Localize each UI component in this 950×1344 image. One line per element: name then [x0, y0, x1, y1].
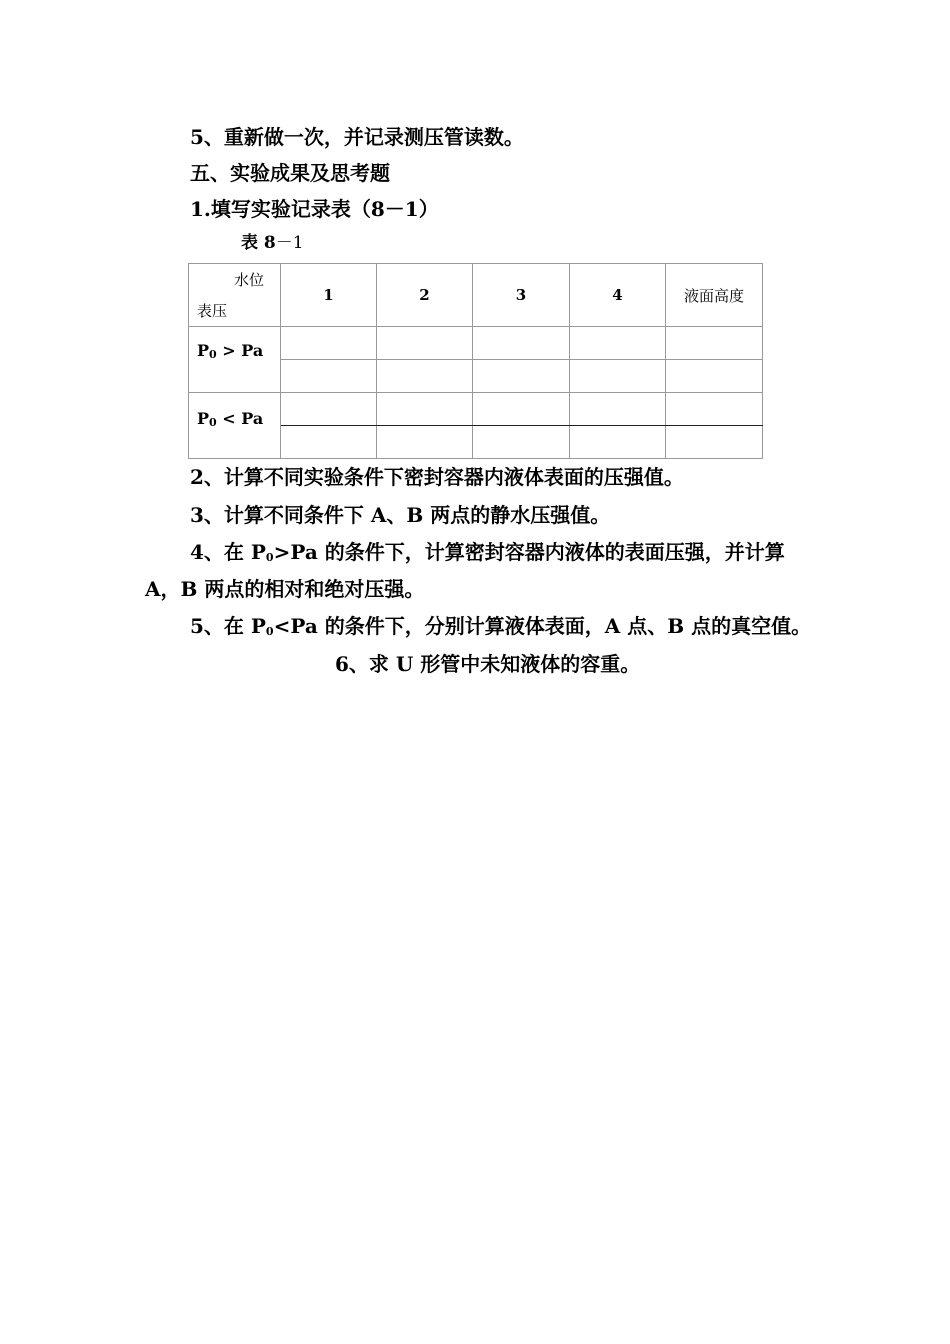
column-header-4: 4	[570, 264, 666, 327]
question-2-text: 2、计算不同实验条件下密封容器内液体表面的压强值。	[190, 465, 684, 489]
table-cell[interactable]	[473, 393, 570, 426]
table-cell[interactable]	[570, 327, 666, 360]
table-corner-cell	[189, 264, 281, 327]
question-5-subscript: 0	[265, 625, 274, 638]
row-label-p: P	[197, 341, 210, 360]
table-cell[interactable]	[377, 327, 473, 360]
corner-label-top: 水位	[233, 271, 264, 289]
question-3-text: 3、计算不同条件下 A、B 两点的静水压强值。	[190, 503, 611, 527]
row-label-subscript: 0	[209, 348, 217, 361]
table-cell[interactable]	[473, 426, 570, 459]
table-caption	[241, 235, 304, 252]
table-cell[interactable]	[377, 360, 473, 393]
question-4-subscript: 0	[265, 551, 274, 564]
question-1-text: 1.填写实验记录表（8－1）	[190, 197, 439, 221]
table-row	[189, 393, 763, 426]
question-5-prefix: 5、在 P	[190, 614, 266, 638]
step-5-text: 5、重新做一次，并记录测压管读数。	[190, 125, 524, 149]
row-label-p0-less	[189, 393, 281, 459]
row-label-condition: > Pa	[216, 341, 264, 360]
table-caption-main: 表 8	[241, 233, 276, 253]
table-cell[interactable]	[473, 360, 570, 393]
table-cell[interactable]	[281, 393, 377, 426]
table-header-row	[189, 264, 763, 327]
column-header-level: 液面高度	[666, 264, 763, 327]
section-5-heading: 五、实验成果及思考题	[190, 161, 390, 185]
table-cell[interactable]	[473, 327, 570, 360]
column-header-2: 2	[377, 264, 473, 327]
column-header-1: 1	[281, 264, 377, 327]
table-cell[interactable]	[570, 360, 666, 393]
question-5-body: <Pa 的条件下，分别计算液体表面，A 点、B 点的真空值。	[273, 614, 812, 638]
row-label-p0-greater	[189, 327, 281, 393]
question-4-body: >Pa 的条件下，计算密封容器内液体的表面压强，并计算	[273, 540, 785, 564]
table-cell[interactable]	[281, 360, 377, 393]
table-cell[interactable]	[377, 393, 473, 426]
table-cell[interactable]	[666, 393, 763, 426]
table-cell[interactable]	[570, 426, 666, 459]
row-label-condition: < Pa	[216, 409, 264, 428]
question-4-continued: A，B 两点的相对和绝对压强。	[145, 577, 425, 601]
table-cell[interactable]	[666, 426, 763, 459]
table-cell[interactable]	[281, 327, 377, 360]
table-cell[interactable]	[666, 360, 763, 393]
question-5-text	[190, 616, 811, 636]
column-header-3: 3	[473, 264, 570, 327]
question-4-text	[190, 542, 785, 562]
table-cell[interactable]	[377, 426, 473, 459]
row-label-subscript: 0	[209, 416, 217, 429]
table-cell[interactable]	[281, 426, 377, 459]
table-cell[interactable]	[570, 393, 666, 426]
table-caption-suffix: －1	[275, 233, 304, 253]
question-6-text: 6、求 U 形管中未知液体的容重。	[335, 652, 641, 676]
record-table	[188, 263, 763, 459]
row-label-p: P	[197, 409, 210, 428]
table-row	[189, 327, 763, 360]
question-4-prefix: 4、在 P	[190, 540, 266, 564]
corner-label-bottom: 表压	[197, 302, 228, 320]
table-cell[interactable]	[666, 327, 763, 360]
